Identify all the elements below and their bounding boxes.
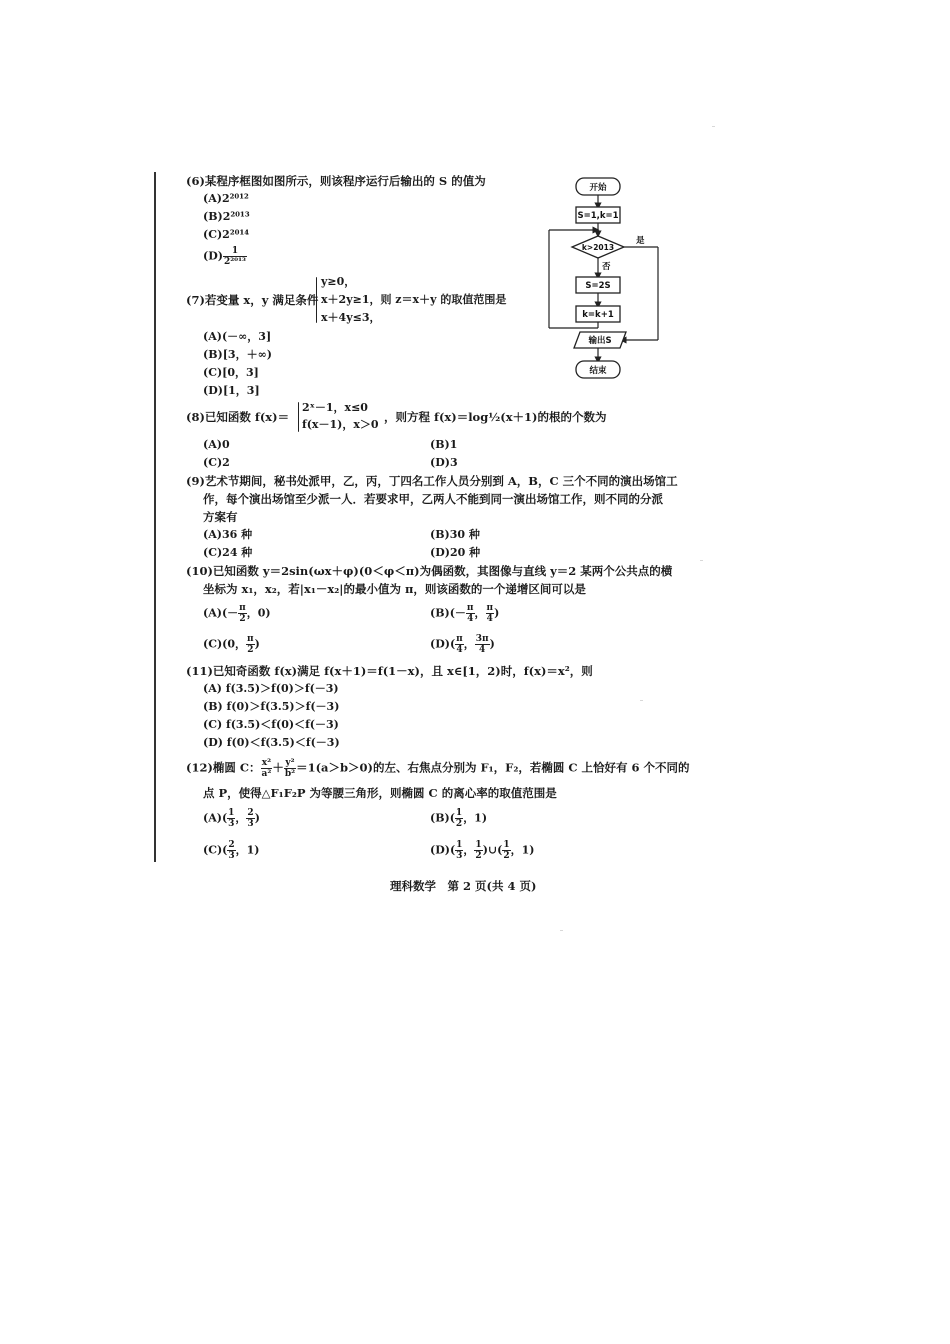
q11-option-a: (A) f(3.5)＞f(0)＞f(－3) bbox=[203, 682, 339, 695]
q8-option-c: (C)2 bbox=[203, 456, 230, 469]
q7-condition-2: x＋2y≥1，则 z＝x＋y 的取值范围是 bbox=[321, 293, 507, 306]
q8-stem-left: (8)已知函数 f(x)＝ bbox=[186, 410, 290, 424]
q10-option-a: (A)(－ $\frac{\pi}{2}$ ，0) bbox=[203, 603, 271, 624]
q7-condition-3: x＋4y≤3， bbox=[321, 311, 381, 324]
scan-speck bbox=[560, 930, 563, 931]
scan-speck bbox=[712, 126, 715, 127]
flowchart-assign-label: S=2S bbox=[585, 281, 611, 291]
q9-option-d: (D)20 种 bbox=[430, 546, 481, 559]
flowchart-end-label: 结束 bbox=[589, 366, 607, 376]
q11-stem: (11)已知奇函数 f(x)满足 f(x＋1)＝f(1－x)，且 x∈[1，2)时，f(x)＝x²，则 bbox=[186, 664, 593, 678]
q6-option-c: (C)2²⁰¹⁴ bbox=[203, 228, 250, 241]
page-footer: 理科数学 第 2 页(共 4 页) bbox=[390, 879, 537, 893]
q9-option-b: (B)30 种 bbox=[430, 528, 480, 541]
q8-stem-right: ，则方程 f(x)＝log½(x＋1)的根的个数为 bbox=[384, 410, 607, 424]
flowchart-increment-label: k=k+1 bbox=[582, 310, 614, 320]
q11-option-c: (C) f(3.5)＜f(0)＜f(－3) bbox=[203, 718, 339, 731]
q7-option-a: (A)(－∞，3] bbox=[203, 330, 272, 343]
q10-option-c: (C)(0， $\frac{\pi}{2}$ ) bbox=[203, 634, 260, 655]
program-flowchart bbox=[540, 170, 670, 385]
q9-line-2: 作，每个演出场馆至少派一人．若要求甲，乙两人不能到同一演出场馆工作，则不同的分派 bbox=[203, 492, 663, 506]
q9-line-1: (9)艺术节期间，秘书处派甲，乙，丙，丁四名工作人员分别到 A，B，C 三个不同的演出场馆工 bbox=[186, 474, 678, 488]
q9-option-c: (C)24 种 bbox=[203, 546, 253, 559]
flowchart-start-label: 开始 bbox=[589, 183, 607, 193]
q8-option-a: (A)0 bbox=[203, 438, 230, 451]
flowchart-init-label: S=1,k=1 bbox=[577, 211, 619, 221]
q12-option-d: (D)( $\frac{1}{3}$ ， $\frac{1}{2}$ )∪( $\frac{1}{2}$ ，1) bbox=[430, 840, 535, 861]
q7-option-c: (C)[0，3] bbox=[203, 366, 259, 379]
q6-stem: (6)某程序框图如图所示，则该程序运行后输出的 S 的值为 bbox=[186, 174, 486, 188]
q12-line-1: (12)椭圆 C： $\frac{\text{x²}}{\text{a²}}$ ＋ $\frac{\text{y²}}{\text{b²}}$ ＝1(a＞b＞0)的左、右焦点分别为 F₁，F₂，若椭圆 C 上恰好有 6 个不同的 bbox=[186, 758, 690, 779]
q10-option-d: (D)( $\frac{\pi}{4}$ ， $\frac{3\pi}{4}$ ) bbox=[430, 634, 495, 655]
scan-speck bbox=[700, 560, 703, 561]
q10-line-2: 坐标为 x₁，x₂，若|x₁－x₂|的最小值为 π，则该函数的一个递增区间可以是 bbox=[203, 582, 586, 596]
scan-speck bbox=[640, 700, 643, 701]
q10-option-b: (B)(－ $\frac{\pi}{4}$ ， $\frac{\pi}{4}$ ) bbox=[430, 603, 500, 624]
q7-condition-1: y≥0， bbox=[321, 275, 356, 288]
q8-option-b: (B)1 bbox=[430, 438, 458, 451]
q8-option-d: (D)3 bbox=[430, 456, 458, 469]
q9-option-a: (A)36 种 bbox=[203, 528, 253, 541]
flowchart-no-label: 否 bbox=[602, 262, 611, 272]
q12-option-a: (A)( $\frac{1}{3}$ ， $\frac{2}{3}$ ) bbox=[203, 808, 260, 829]
flowchart-output-label: 输出S bbox=[588, 336, 612, 346]
q7-option-d: (D)[1，3] bbox=[203, 384, 260, 397]
q12-option-c: (C)( $\frac{2}{3}$ ，1) bbox=[203, 840, 260, 861]
q6-option-b: (B)2²⁰¹³ bbox=[203, 210, 250, 223]
q9-line-3: 方案有 bbox=[203, 510, 238, 524]
q11-option-d: (D) f(0)＜f(3.5)＜f(－3) bbox=[203, 736, 340, 749]
flowchart-yes-label: 是 bbox=[636, 236, 645, 246]
flowchart-condition-label: k>2013 bbox=[581, 243, 615, 252]
q8-piece-2: f(x－1)，x＞0 bbox=[302, 418, 379, 431]
q12-option-b: (B)( $\frac{1}{2}$ ，1) bbox=[430, 808, 488, 829]
q8-brace bbox=[298, 402, 299, 432]
q7-stem: (7)若变量 x，y 满足条件 bbox=[186, 293, 319, 307]
q7-option-b: (B)[3，＋∞) bbox=[203, 348, 272, 361]
q12-line-2: 点 P，使得△F₁F₂P 为等腰三角形，则椭圆 C 的离心率的取值范围是 bbox=[203, 786, 557, 800]
q10-line-1: (10)已知函数 y＝2sin(ωx＋φ)(0＜φ＜π)为偶函数，其图像与直线 y＝2 某两个公共点的横 bbox=[186, 564, 673, 578]
margin-rule bbox=[154, 172, 156, 862]
q6-option-d: (D) $\frac{1}{\text{2²⁰¹³}}$ bbox=[203, 246, 246, 267]
q11-option-b: (B) f(0)＞f(3.5)＞f(－3) bbox=[203, 700, 340, 713]
q7-brace bbox=[316, 277, 317, 323]
q6-option-a: (A)2²⁰¹² bbox=[203, 192, 249, 205]
q8-piece-1: 2ˣ－1，x≤0 bbox=[302, 401, 368, 414]
